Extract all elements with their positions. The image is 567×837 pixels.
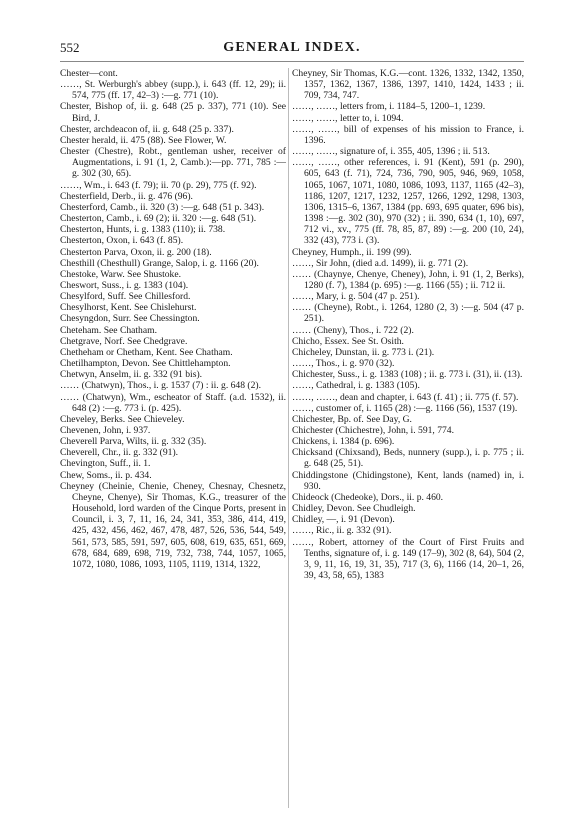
index-entry: Chestoke, Warw. See Shustoke. bbox=[60, 268, 181, 280]
index-entry: Chicksand (Chixsand), Beds, nunnery (supp.), i. p. 775 ; ii. g. 648 (25, 51). bbox=[292, 447, 524, 470]
index-entry: Cheyney, Sir Thomas, K.G.—cont. 1326, 1332, 1342, 1350, 1357, 1362, 1367, 1386, 1397, 1410, 1424, 1433 ; ii. 709, 734, 747. bbox=[292, 68, 524, 102]
index-entry: Cheyney, Humph., ii. 199 (99). bbox=[292, 246, 412, 258]
index-entry: Chichester, Suss., i. g. 1383 (108) ; ii. g. 773 i. (31), ii. (13). bbox=[292, 369, 523, 381]
index-entry: ……, Cathedral, i. g. 1383 (105). bbox=[292, 380, 420, 392]
index-entry: Chickens, i. 1384 (p. 696). bbox=[292, 436, 395, 448]
index-entry: Chichester (Chichestre), John, i. 591, 774. bbox=[292, 425, 454, 436]
index-entry: Chiddingstone (Chidingstone), Kent, lands (named) in, i. 930. bbox=[292, 469, 524, 492]
page-header bbox=[60, 40, 524, 60]
index-entry: …… (Cheny), Thos., i. 722 (2). bbox=[292, 324, 414, 336]
index-entry: Chesterton Parva, Oxon, ii. g. 200 (18). bbox=[60, 246, 212, 258]
index-entry: ……, ……, letter to, i. 1094. bbox=[292, 112, 404, 124]
index-entry: ……, ……, dean and chapter, i. 643 (f. 41) ; ii. 775 (f. 57). bbox=[292, 391, 519, 403]
index-entry: ……, customer of, i. 1165 (28) :—g. 1166 (56), 1537 (19). bbox=[292, 402, 518, 414]
left-column bbox=[60, 68, 286, 570]
running-title: GENERAL INDEX. bbox=[223, 40, 361, 55]
index-entry: Cheteham. See Chatham. bbox=[60, 324, 157, 336]
index-entry: Chicheley, Dunstan, ii. g. 773 i. (21). bbox=[292, 346, 435, 358]
index-entry: ……, ……, bill of expenses of his mission to France, i. 1396. bbox=[292, 123, 524, 146]
index-entry: Chesterton, Hunts, i. g. 1383 (110); ii. 738. bbox=[60, 224, 226, 236]
index-entry: Chesylford, Suff. See Chillesford. bbox=[60, 291, 191, 303]
page-number: 552 bbox=[60, 40, 80, 55]
index-entry: Chetheham or Chetham, Kent. See Chatham. bbox=[60, 346, 233, 358]
index-entry: Chester—cont. bbox=[60, 68, 118, 79]
index-entry: Chicho, Essex. See St. Osith. bbox=[292, 335, 404, 347]
index-entry: Chesterton, Camb., i. 69 (2); ii. 320 :—g. 648 (51). bbox=[60, 213, 257, 225]
index-entry: Chesthill (Chesthull) Grange, Salop, i. g. 1166 (20). bbox=[60, 257, 259, 269]
index-entry: ……, Wm., i. 643 (f. 79); ii. 70 (p. 29), 775 (f. 92). bbox=[60, 179, 257, 191]
index-entry: Chesterton, Oxon, i. 643 (f. 85). bbox=[60, 235, 184, 247]
index-entry: Chester herald, ii. 475 (88). See Flower, W. bbox=[60, 134, 227, 146]
index-entry: Cheveley, Berks. See Chieveley. bbox=[60, 413, 185, 425]
index-entry: Chester (Chestre), Robt., gentleman usher, receiver of Augmentations, i. 91 (1, 2, Camb.):—pp. 771, 785 :—g. 302 (30, 65). bbox=[60, 146, 286, 180]
index-entry: ……, ……, other references, i. 91 (Kent), 591 (p. 290), 605, 643 (f. 71), 724, 736, 790, 905, 946, 969, 1058, 1065, 1067, 1071, 1080, 1086, 1093, 1137, 1165 (42–3), 1186, 1207, 1217, 1232, 1257, 1266, 1292, 1298, 1303, 1306, 1315–6, 1367, 1384 (pp. 693, 695 quater, 696 bis), 1398 :—g. 302 (30), 970 (32) ; ii. 390, 634 (1, 10), 697, 712 vi., xv., 775 (ff. 78, 85, 87, 89) :—g. 200 (10, 24), 332 (43), 773 i. (3). bbox=[292, 157, 524, 247]
index-entry: Chevenen, John, i. 937. bbox=[60, 425, 151, 436]
index-entry: ……, Mary, i. g. 504 (47 p. 251). bbox=[292, 291, 420, 303]
index-entry: Chidley, Devon. See Chudleigh. bbox=[292, 503, 416, 515]
index-entry: …… (Chaynye, Chenye, Cheney), John, i. 91 (1, 2, Berks), 1280 (f. 7), 1384 (p. 695) :—g. 1166 (55) ; ii. 712 ii. bbox=[292, 268, 524, 291]
index-entry: ……, Sir John, (died a.d. 1499), ii. g. 771 (2). bbox=[292, 257, 469, 269]
index-entry: Chew, Soms., ii. p. 434. bbox=[60, 469, 152, 481]
index-entry: Chester, Bishop of, ii. g. 648 (25 p. 337), 771 (10). See Bird, J. bbox=[60, 101, 286, 124]
index-entry: Cheverell, Chr., ii. g. 332 (91). bbox=[60, 447, 179, 459]
header-rule bbox=[60, 61, 524, 62]
index-entry: Chesyngdon, Surr. See Chessington. bbox=[60, 313, 200, 325]
index-entry: Chetgrave, Norf. See Chedgrave. bbox=[60, 335, 188, 347]
index-entry: Chester, archdeacon of, ii. g. 648 (25 p. 337). bbox=[60, 123, 234, 135]
index-entry: ……, Robert, attorney of the Court of First Fruits and Tenths, signature of, i. g. 149 (17–9), 302 (8, 64), 504 (2, 3, 9, 11, 16, 19, 31, 35), 717 (3, 6), 1166 (14, 20–1, 26, 39, 43, 58, 65), 1383 bbox=[292, 536, 524, 582]
index-entry: Chideock (Chedeoke), Dors., ii. p. 460. bbox=[292, 491, 444, 503]
index-entry: Cheverell Parva, Wilts, ii. g. 332 (35). bbox=[60, 436, 207, 448]
column-divider bbox=[288, 68, 289, 808]
index-entry: ……, Thos., i. g. 970 (32). bbox=[292, 358, 395, 370]
right-column bbox=[292, 68, 524, 581]
index-entry: Chesylhorst, Kent. See Chislehurst. bbox=[60, 302, 197, 314]
index-entry: ……, ……, signature of, i. 355, 405, 1396 ; ii. 513. bbox=[292, 146, 490, 158]
index-entry: ……, Ric., ii. g. 332 (91). bbox=[292, 525, 392, 537]
index-entry: Chesterford, Camb., ii. 320 (3) :—g. 648 (51 p. 343). bbox=[60, 201, 265, 213]
index-entry: Chichester, Bp. of. See Day, G. bbox=[292, 413, 412, 425]
index-entry: ……, St. Werburgh's abbey (supp.), i. 643 (ff. 12, 29); ii. 574, 775 (ff. 17, 42–3) :—g. 771 (10). bbox=[60, 79, 286, 102]
index-entry: Cheswort, Suss., i. g. 1383 (104). bbox=[60, 279, 189, 291]
index-entry: ……, ……, letters from, i. 1184–5, 1200–1, 1239. bbox=[292, 101, 486, 113]
index-entry: Chesterfield, Derb., ii. g. 476 (96). bbox=[60, 190, 193, 202]
index-entry: Cheyney (Cheinie, Chenie, Cheney, Chesnay, Chesnetz, Cheyne, Chenye), Sir Thomas, K.G., treasurer of the Household, lord warden of the Cinque Ports, present in Council, i. 3, 7, 11, 16, 24, 341, 353, 386, 414, 419, 425, 432, 456, 462, 467, 478, 487, 526, 536, 544, 549, 561, 573, 585, 591, 597, 605, 608, 619, 635, 651, 669, 678, 684, 689, 698, 719, 732, 738, 744, 1057, 1065, 1072, 1080, 1086, 1093, 1105, 1119, 1314, 1322, bbox=[60, 480, 286, 570]
index-entry: Chevington, Suff., ii. 1. bbox=[60, 458, 151, 470]
index-entry: Chetwyn, Anselm, ii. g. 332 (91 bis). bbox=[60, 369, 203, 381]
index-entry: …… (Cheyne), Robt., i. 1264, 1280 (2, 3) :—g. 504 (47 p. 251). bbox=[292, 302, 524, 325]
index-entry: …… (Chatwyn), Thos., i. g. 1537 (7) : ii. g. 648 (2). bbox=[60, 380, 262, 392]
index-entry: …… (Chatwyn), Wm., escheator of Staff. (a.d. 1532), ii. 648 (2) :—g. 773 i. (p. 425). bbox=[60, 391, 286, 414]
index-entry: Chidley, —, i. 91 (Devon). bbox=[292, 514, 395, 526]
index-entry: Chetilhampton, Devon. See Chittlehampton. bbox=[60, 358, 231, 370]
